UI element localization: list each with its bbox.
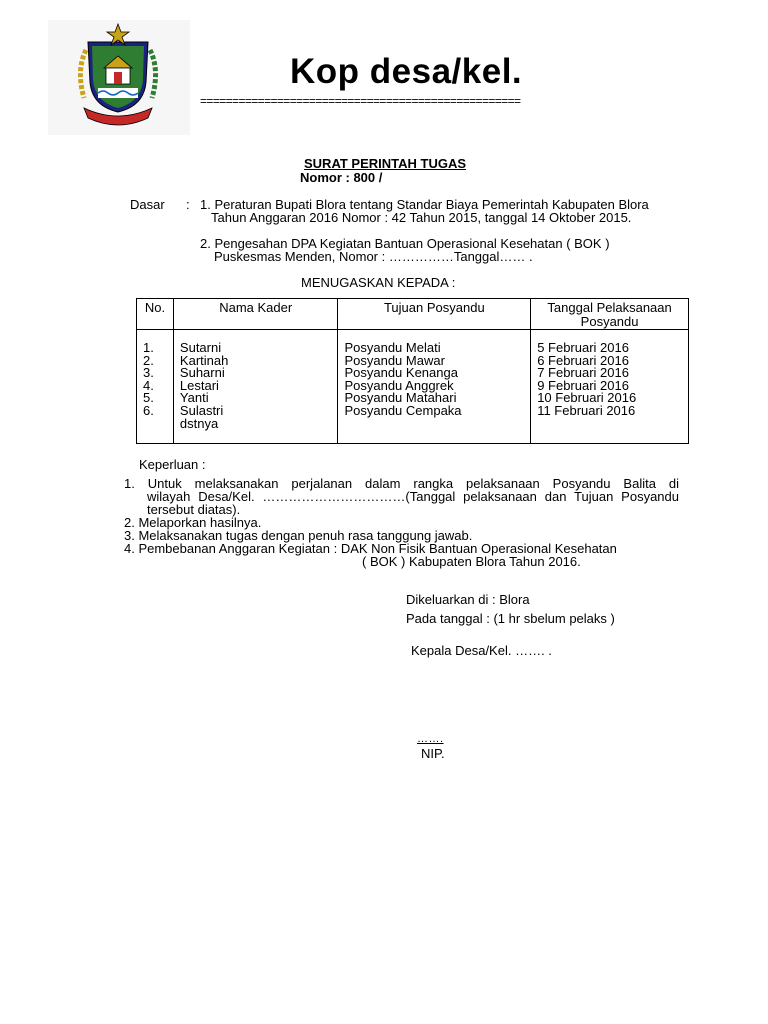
letterhead-divider: ==================================================	[200, 94, 521, 108]
keperluan-item-3: 3. Melaksanakan tugas dengan penuh rasa tanggung jawab.	[124, 528, 473, 543]
table-cell: Lestari	[179, 377, 219, 393]
dasar-1-line2: Tahun Anggaran 2016 Nomor : 42 Tahun 2015, tanggal 14 Oktober 2015.	[211, 210, 632, 225]
table-cell: Suharni	[179, 365, 225, 381]
table-cell: 5 Februari 2016	[537, 340, 629, 355]
keperluan-item-1-line3: tersebut diatas).	[147, 502, 241, 517]
table-cell: 9 Februari 2016	[537, 377, 629, 393]
header-no: No.	[137, 299, 174, 330]
signatory-nip: NIP.	[421, 746, 445, 761]
table-header-row	[137, 299, 689, 330]
header-tanggal-pelaksanaan: Tanggal Pelaksanaan Posyandu	[531, 299, 689, 330]
dasar-label: Dasar	[130, 197, 165, 212]
table-cell: 1.	[143, 340, 154, 355]
table-cell: Sutarni	[179, 340, 222, 355]
table-cell: 5.	[143, 390, 154, 406]
issued-at: Dikeluarkan di : Blora	[406, 592, 530, 607]
table-cell: 4.	[143, 377, 154, 393]
letterhead-title: Kop desa/kel.	[290, 52, 523, 91]
menugaskan-heading: MENUGASKAN KEPADA :	[301, 275, 456, 290]
keperluan-item-4-line2: ( BOK ) Kabupaten Blora Tahun 2016.	[362, 554, 581, 569]
keperluan-item-4-line1: 4. Pembebanan Anggaran Kegiatan : DAK Non Fisik Bantuan Operasional Kesehatan	[124, 541, 617, 556]
column-tujuan	[338, 330, 531, 444]
table-cell: Kartinah	[179, 352, 229, 368]
coat-of-arms-icon	[48, 20, 190, 135]
table-cell: 3.	[143, 365, 154, 381]
document-heading: SURAT PERINTAH TUGAS	[304, 156, 467, 171]
issued-date: Pada tanggal : (1 hr sbelum pelaks )	[406, 611, 615, 626]
kader-table	[136, 298, 689, 444]
signatory-name: …….	[417, 733, 444, 745]
table-cell: 6.	[143, 402, 154, 418]
table-cell: 2.	[143, 352, 154, 368]
keperluan-item-1-line1: 1. Untuk melaksanakan perjalanan dalam rangka pelaksanaan Posyandu Balita di	[124, 476, 679, 491]
table-cell: dstnya	[179, 415, 219, 431]
table-body-row	[137, 330, 689, 444]
header-tujuan-posyandu: Tujuan Posyandu	[338, 299, 531, 330]
dasar-2-line1: 2. Pengesahan DPA Kegiatan Bantuan Operasional Kesehatan ( BOK )	[200, 236, 610, 251]
dasar-colon: :	[186, 197, 190, 212]
signatory-title: Kepala Desa/Kel. ……. .	[411, 643, 552, 658]
document-number: Nomor : 800 /	[300, 170, 383, 185]
table-cell: 7 Februari 2016	[537, 365, 629, 381]
table-cell: Yanti	[179, 390, 209, 406]
header-nama-kader: Nama Kader	[173, 299, 338, 330]
table-cell: Posyandu Melati	[344, 340, 441, 355]
keperluan-item-1-line2: wilayah Desa/Kel. ……………………………(Tanggal pelaksanaan dan Tujuan Posyandu	[147, 489, 679, 504]
table-cell: 10 Februari 2016	[537, 390, 637, 406]
keperluan-item-2: 2. Melaporkan hasilnya.	[124, 515, 262, 530]
table-cell: Posyandu Matahari	[344, 390, 457, 406]
table-cell: Posyandu Kenanga	[344, 365, 458, 381]
keperluan-label: Keperluan :	[139, 457, 206, 472]
column-tanggal	[531, 330, 689, 444]
table-cell: Posyandu Cempaka	[344, 402, 462, 418]
table-cell: 6 Februari 2016	[537, 352, 629, 368]
column-no	[137, 330, 174, 444]
table-cell: Sulastri	[179, 402, 224, 418]
table-cell: Posyandu Anggrek	[344, 377, 454, 393]
column-nama	[173, 330, 338, 444]
dasar-1-line1: 1. Peraturan Bupati Blora tentang Standar Biaya Pemerintah Kabupaten Blora	[200, 197, 649, 212]
dasar-2-line2: Puskesmas Menden, Nomor : ……………Tanggal…… .	[214, 249, 533, 264]
regency-logo	[48, 20, 190, 135]
table-cell: Posyandu Mawar	[344, 352, 445, 368]
table-cell: 11 Februari 2016	[537, 402, 636, 418]
